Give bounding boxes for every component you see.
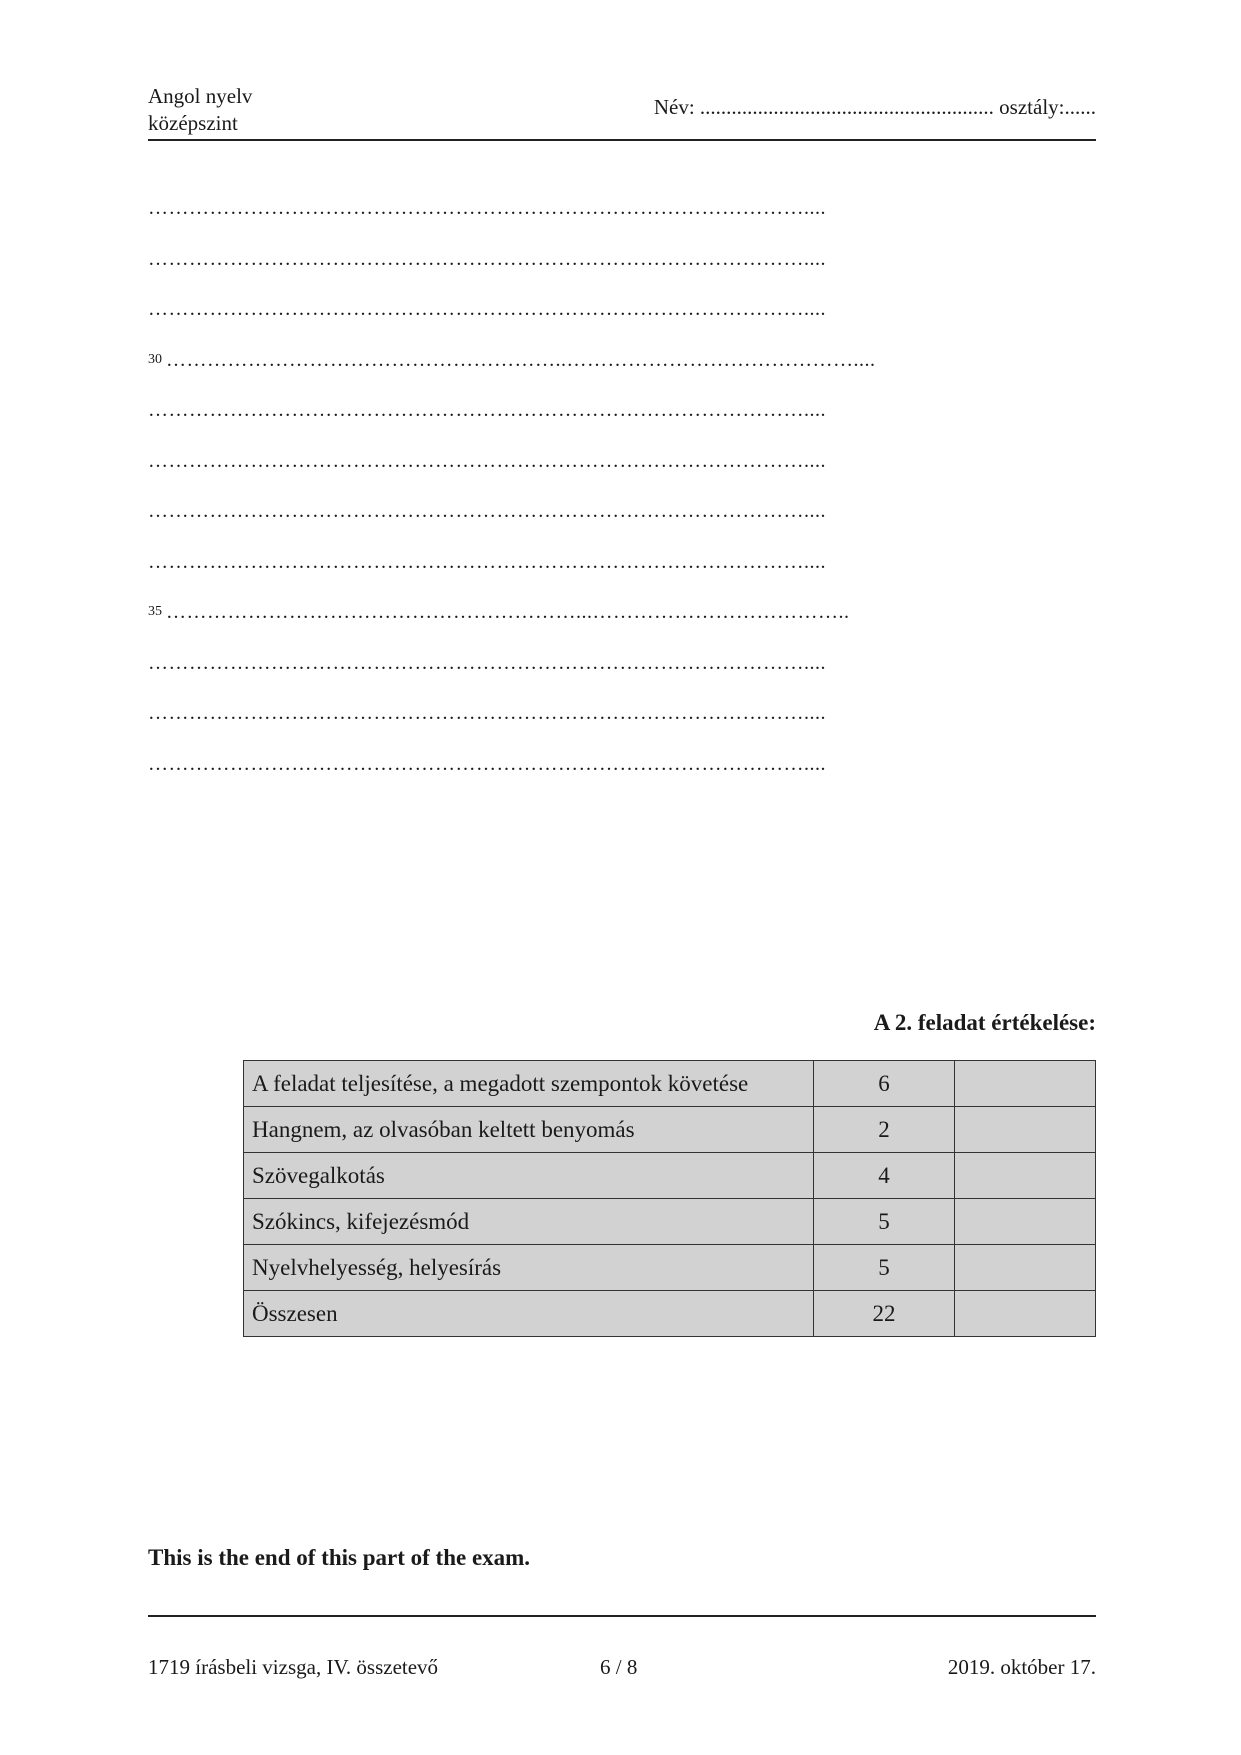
evaluation-table bbox=[243, 1060, 1096, 1337]
score-cell[interactable] bbox=[955, 1153, 1096, 1199]
writing-line[interactable] bbox=[148, 753, 978, 804]
name-field[interactable]: Név: ........................................................ bbox=[653, 95, 994, 119]
table-row bbox=[244, 1199, 1096, 1245]
writing-line[interactable] bbox=[148, 601, 978, 652]
dotted-answer-line: …………………………………………………………………………………….... bbox=[148, 550, 826, 573]
criterion-cell: Szövegalkotás bbox=[244, 1153, 814, 1199]
max-points-cell: 4 bbox=[814, 1153, 955, 1199]
score-cell[interactable] bbox=[955, 1107, 1096, 1153]
score-cell[interactable] bbox=[955, 1199, 1096, 1245]
class-field[interactable]: osztály:...... bbox=[999, 95, 1096, 119]
line-number: 35 bbox=[148, 604, 162, 619]
writing-line[interactable] bbox=[148, 399, 978, 450]
dotted-answer-line: …………………………………………………………………………………….... bbox=[148, 247, 826, 270]
dotted-answer-line: ……………………………………………………...……………………………….. bbox=[166, 601, 850, 623]
dotted-answer-line: …………………………………………………………………………………….... bbox=[148, 702, 826, 724]
max-points-cell: 6 bbox=[814, 1061, 955, 1107]
writing-line[interactable] bbox=[148, 551, 978, 602]
dotted-answer-line: …………………………………………………………………………………….... bbox=[148, 752, 826, 775]
writing-line[interactable] bbox=[148, 652, 978, 703]
dotted-answer-line: …………………………………………………..…………………………………….... bbox=[166, 348, 876, 371]
level-label: középszint bbox=[148, 111, 238, 135]
score-cell[interactable] bbox=[955, 1061, 1096, 1107]
table-row bbox=[244, 1291, 1096, 1337]
dotted-answer-line: …………………………………………………………………………………….... bbox=[148, 399, 826, 421]
dotted-answer-line: …………………………………………………………………………………….... bbox=[148, 197, 826, 219]
footer-divider bbox=[148, 1615, 1096, 1617]
max-points-cell: 5 bbox=[814, 1245, 955, 1291]
table-row bbox=[244, 1153, 1096, 1199]
criterion-cell: Szókincs, kifejezésmód bbox=[244, 1199, 814, 1245]
score-cell[interactable] bbox=[955, 1245, 1096, 1291]
line-number: 30 bbox=[148, 351, 162, 367]
criterion-cell: A feladat teljesítése, a megadott szempontok követése bbox=[244, 1061, 814, 1107]
criterion-cell: Nyelvhelyesség, helyesírás bbox=[244, 1245, 814, 1291]
dotted-answer-line: …………………………………………………………………………………….... bbox=[148, 500, 826, 522]
max-points-cell: 2 bbox=[814, 1107, 955, 1153]
criterion-cell: Összesen bbox=[244, 1291, 814, 1337]
max-points-cell: 22 bbox=[814, 1291, 955, 1337]
writing-line[interactable] bbox=[148, 349, 978, 400]
score-cell[interactable] bbox=[955, 1291, 1096, 1337]
max-points-cell: 5 bbox=[814, 1199, 955, 1245]
writing-line[interactable] bbox=[148, 702, 978, 753]
writing-line[interactable] bbox=[148, 298, 978, 349]
criterion-cell: Hangnem, az olvasóban keltett benyomás bbox=[244, 1107, 814, 1153]
writing-line[interactable] bbox=[148, 197, 978, 248]
table-row bbox=[244, 1061, 1096, 1107]
dotted-answer-line: …………………………………………………………………………………….... bbox=[148, 449, 826, 472]
writing-line[interactable] bbox=[148, 450, 978, 501]
page-number: 6 / 8 bbox=[600, 1655, 638, 1679]
end-note: This is the end of this part of the exam. bbox=[148, 1545, 531, 1570]
exam-date: 2019. október 17. bbox=[947, 1655, 1096, 1679]
header-name-class-block bbox=[654, 95, 1096, 120]
table-row bbox=[244, 1245, 1096, 1291]
dotted-answer-line: …………………………………………………………………………………….... bbox=[148, 651, 826, 674]
header-subject-block bbox=[148, 83, 252, 137]
writing-area bbox=[148, 197, 978, 803]
exam-code: 1719 írásbeli vizsga, IV. összetevő bbox=[148, 1655, 439, 1679]
page-header bbox=[148, 83, 1096, 141]
evaluation-title: A 2. feladat értékelése: bbox=[873, 1010, 1096, 1035]
table-row bbox=[244, 1107, 1096, 1153]
subject-label: Angol nyelv bbox=[148, 84, 253, 108]
dotted-answer-line: …………………………………………………………………………………….... bbox=[148, 298, 826, 320]
writing-line[interactable] bbox=[148, 248, 978, 299]
writing-line[interactable] bbox=[148, 500, 978, 551]
